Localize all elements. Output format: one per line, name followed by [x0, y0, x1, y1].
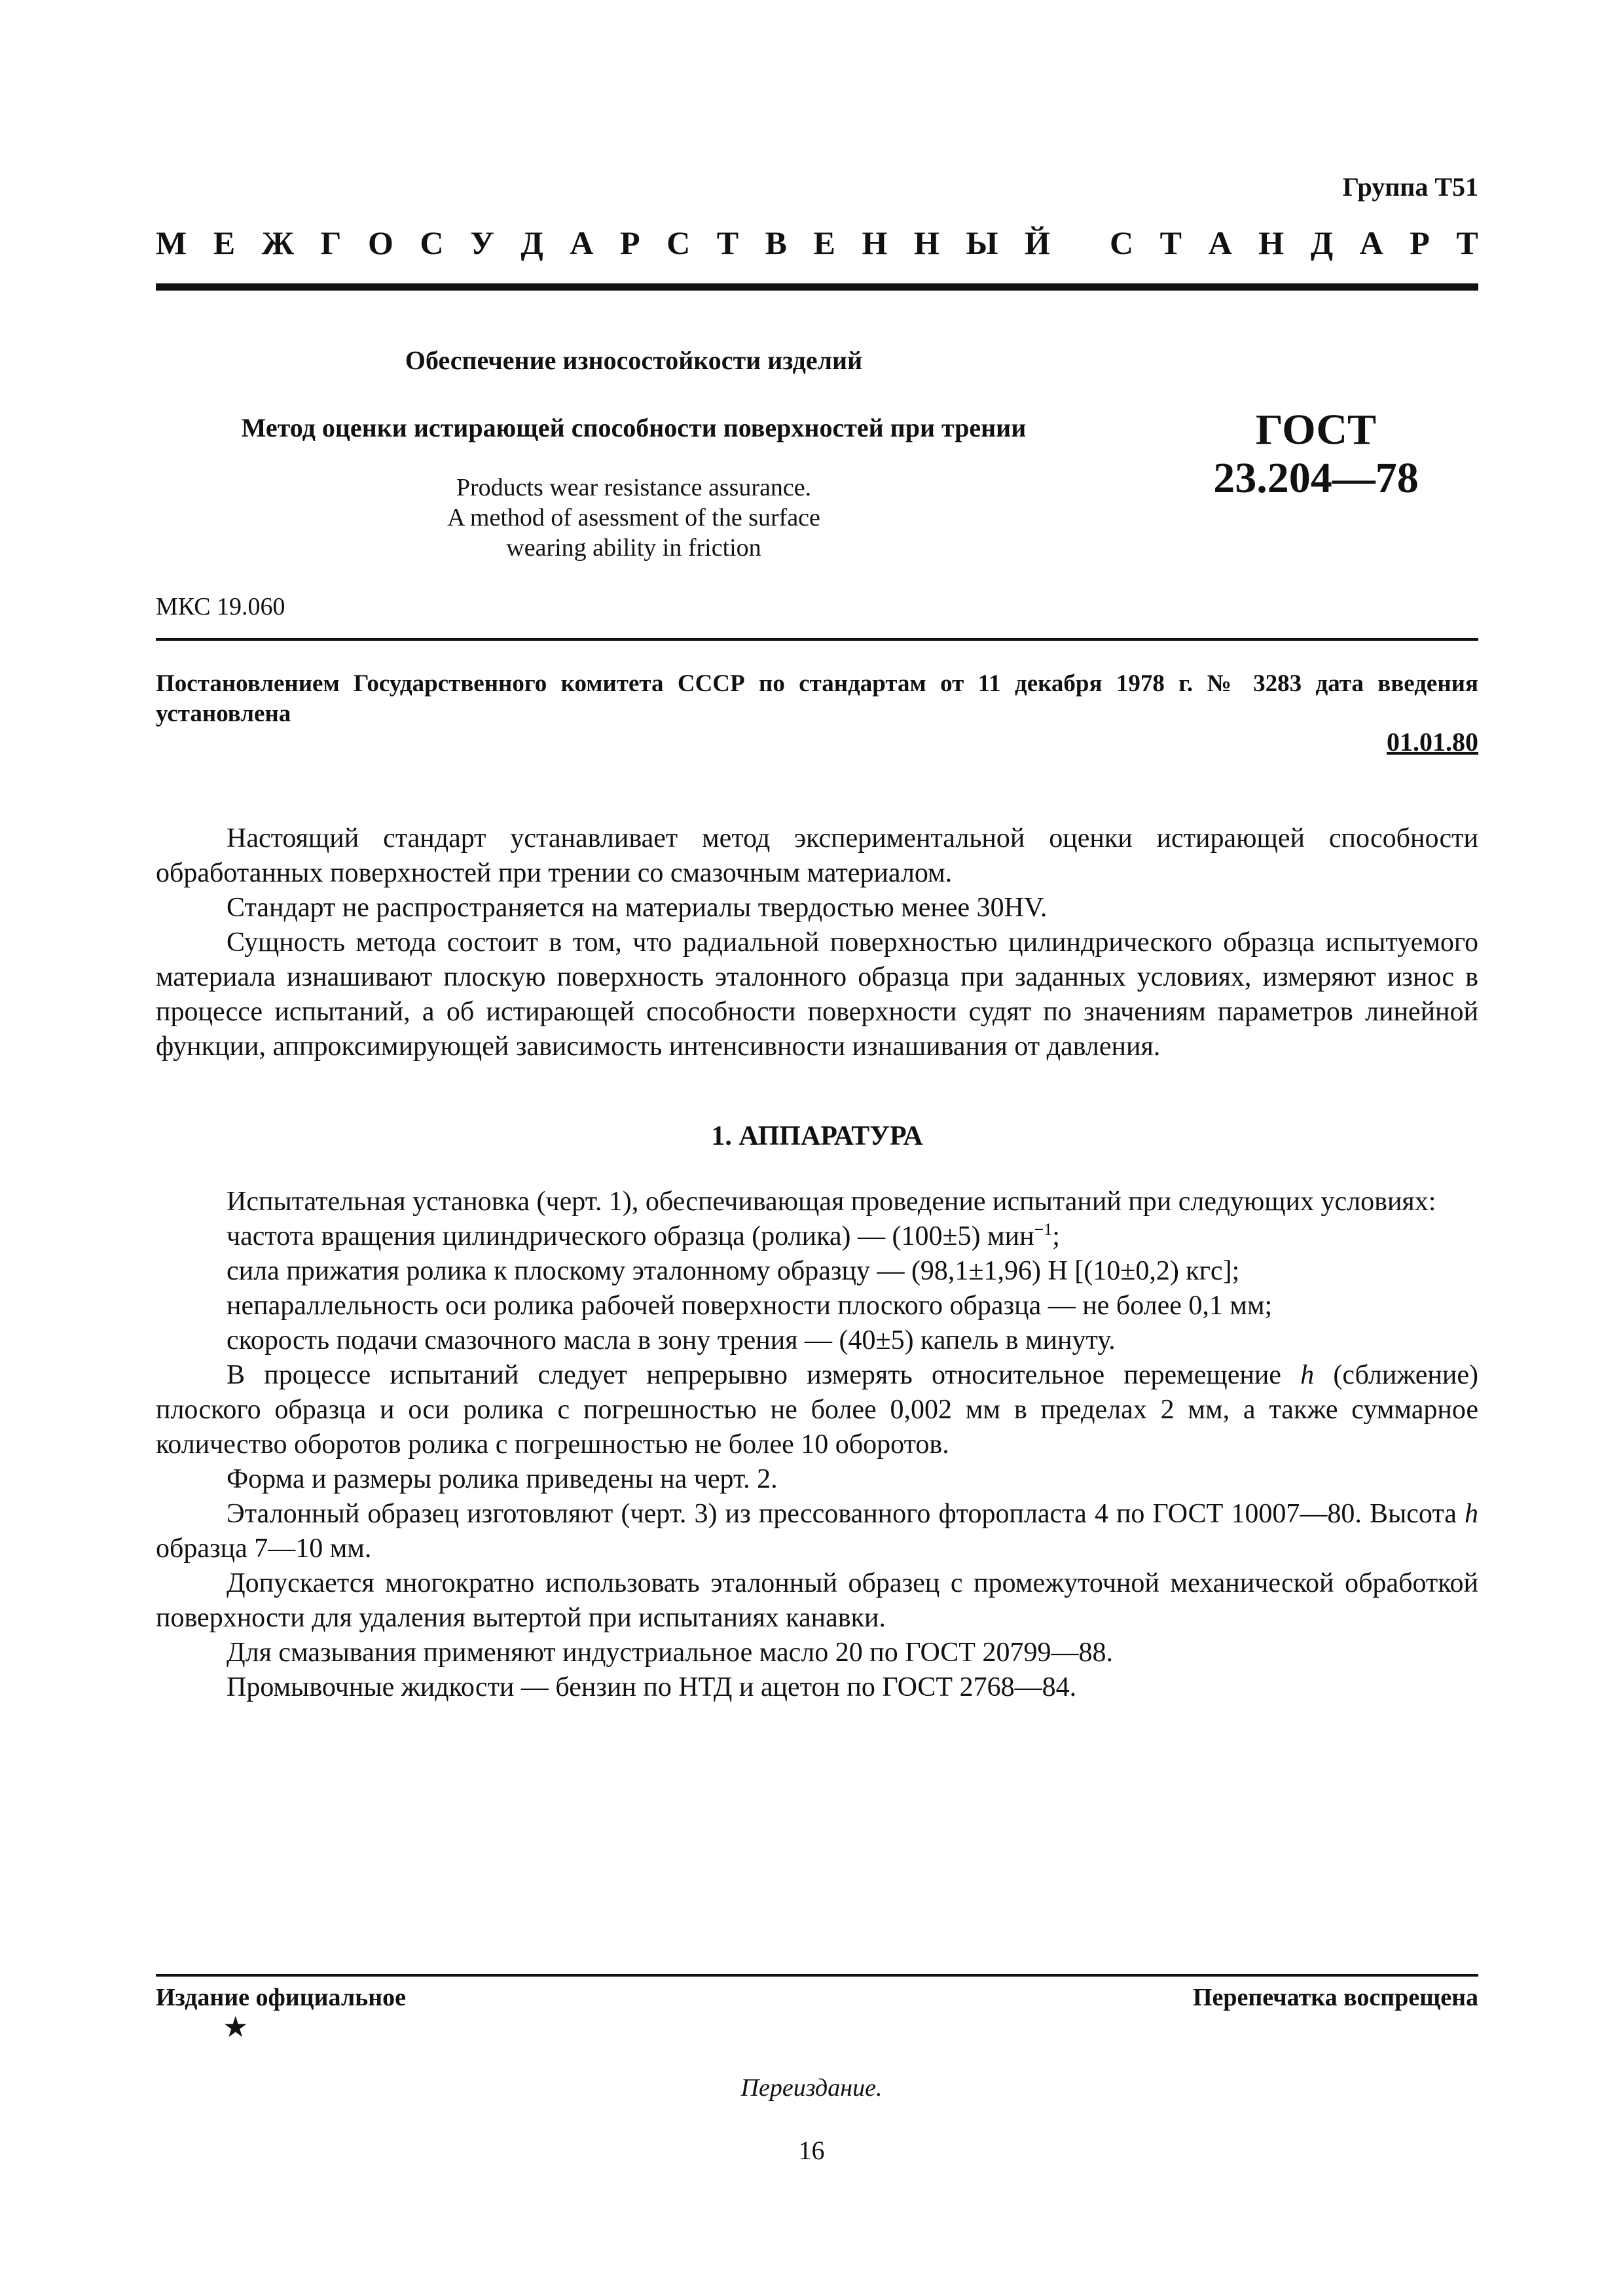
star-icon: ★	[223, 2011, 249, 2043]
interstate-standard-banner	[156, 224, 1478, 262]
condition-item: сила прижатия ролика к плоскому эталонному образцу — (98,1±1,96) Н [(10±0,2) кгс];	[227, 1256, 1240, 1286]
section-heading: 1. АППАРАТУРА	[711, 1121, 923, 1151]
text-run: Эталонный образец изготовляют (черт. 3) из прессованного фторопласта 4 по ГОСТ 10007—80. Высота	[227, 1499, 1465, 1529]
intro-paragraph: Сущность метода состоит в том, что радиальной поверхностью цилиндрического образца испытуемого материала изнашивают плоскую поверхность эталонного образца при заданных условиях, измеряют износ в процессе испытаний, а об истирающей способности поверхности судят по значениям параметров линейной функции, аппроксимирующей зависимость интенсивности изнашивания от давления.	[156, 927, 1478, 1062]
adoption-resolution: Постановлением Государственного комитета СССР по стандартам от 11 декабря 1978 г. № 3283 дата введения установлена	[156, 670, 1478, 727]
banner-letter: Д	[1310, 224, 1334, 261]
banner-letter	[1076, 224, 1083, 262]
banner-letter: В	[765, 224, 787, 261]
body-paragraph	[156, 1497, 1478, 1566]
condition-item: непараллельность оси ролика рабочей поверхности плоского образца — не более 0,1 мм;	[227, 1291, 1273, 1321]
banner-letter: Т	[716, 224, 739, 261]
group-code: Группа Т51	[1342, 172, 1478, 202]
banner-letter: Й	[1025, 224, 1050, 261]
banner-letter: М	[156, 224, 187, 261]
banner-letter: Г	[320, 224, 342, 261]
reissue-note: Переиздание.	[740, 2074, 883, 2102]
english-title	[156, 473, 1112, 563]
gost-label: ГОСТ	[1255, 406, 1377, 454]
condition-item: скорость подачи смазочного масла в зону трения — (40±5) капель в минуту.	[227, 1325, 1116, 1355]
banner-letter: Е	[813, 224, 835, 261]
banner-letter: Т	[1456, 224, 1478, 261]
condition-end: ;	[1052, 1221, 1060, 1251]
banner-letter: Ж	[261, 224, 295, 261]
text-run: (сближение) плоского образца и оси ролика с погрешностью не более 0,002 мм в пределах 2 мм, а также суммарное количество оборотов ролика с погрешностью не более 10 оборотов.	[156, 1360, 1478, 1460]
footer-rule	[156, 1974, 1478, 1977]
standard-title: Обеспечение износостойкости изделий	[405, 346, 863, 375]
page-number: 16	[798, 2136, 825, 2165]
body-paragraph: Испытательная установка (черт. 1), обеспечивающая проведение испытаний при следующих условиях:	[227, 1187, 1436, 1217]
english-title-line: wearing ability in friction	[506, 534, 761, 562]
text-run: В процессе испытаний следует непрерывно измерять относительное перемещение	[227, 1360, 1301, 1390]
intro-paragraph: Стандарт не распространяется на материалы твердостью менее 30HV.	[227, 893, 1048, 923]
symbol-h: h	[1300, 1360, 1315, 1390]
banner-letter: Д	[520, 224, 543, 261]
banner-letter: А	[570, 224, 594, 261]
gost-number: 23.204—78	[1213, 454, 1419, 502]
banner-letter: Н	[913, 224, 939, 261]
banner-letter: О	[368, 224, 393, 261]
introduction	[156, 821, 1478, 1064]
banner-letter: Н	[1258, 224, 1285, 261]
body-paragraph: Промывочные жидкости — бензин по НТД и ацетон по ГОСТ 2768—84.	[227, 1672, 1077, 1702]
banner-letter: С	[420, 224, 444, 261]
section-rule	[156, 638, 1478, 641]
banner-letter: Т	[1159, 224, 1182, 261]
body-paragraph: Форма и размеры ролика приведены на черт. 2.	[227, 1464, 778, 1494]
exponent: −1	[1034, 1220, 1053, 1239]
banner-letter: Н	[862, 224, 888, 261]
condition-text: частота вращения цилиндрического образца (ролика) — (100±5) мин	[227, 1221, 1034, 1251]
banner-letter: Е	[213, 224, 236, 261]
banner-letter: С	[666, 224, 691, 261]
banner-letter: Ы	[966, 224, 998, 261]
text-run: образца 7—10 мм.	[156, 1534, 372, 1564]
condition-item	[156, 1219, 1478, 1254]
english-title-line: Products wear resistance assurance.	[456, 474, 812, 501]
english-title-line: A method of asessment of the surface	[447, 504, 820, 531]
gost-designation	[1159, 406, 1473, 503]
symbol-h: h	[1465, 1499, 1478, 1529]
banner-letter: Р	[619, 224, 640, 261]
body-paragraph	[156, 1358, 1478, 1462]
reprint-prohibited-label: Перепечатка воспрещена	[1192, 1984, 1478, 2011]
introduction-date: 01.01.80	[1387, 727, 1478, 757]
standard-subtitle: Метод оценки истирающей способности поверхностей при трении	[241, 413, 1027, 442]
banner-letter: У	[470, 224, 494, 261]
body-paragraph: Для смазывания применяют индустриальное масло 20 по ГОСТ 20799—88.	[227, 1638, 1113, 1668]
official-edition-label: Издание официальное	[156, 1984, 407, 2011]
banner-letter: С	[1110, 224, 1134, 261]
body-paragraph: Допускается многократно использовать эталонный образец с промежуточной механической обработкой поверхности для удаления вытертой при испытаниях канавки.	[156, 1568, 1478, 1633]
intro-paragraph: Настоящий стандарт устанавливает метод экспериментальной оценки истирающей способности обработанных поверхностей при трении со смазочным материалом.	[156, 823, 1478, 888]
banner-letter: Р	[1410, 224, 1430, 261]
section-body	[156, 1185, 1478, 1705]
header-rule	[156, 283, 1478, 291]
banner-letter: А	[1208, 224, 1232, 261]
banner-letter: А	[1359, 224, 1383, 261]
mks-code: МКС 19.060	[156, 593, 285, 620]
